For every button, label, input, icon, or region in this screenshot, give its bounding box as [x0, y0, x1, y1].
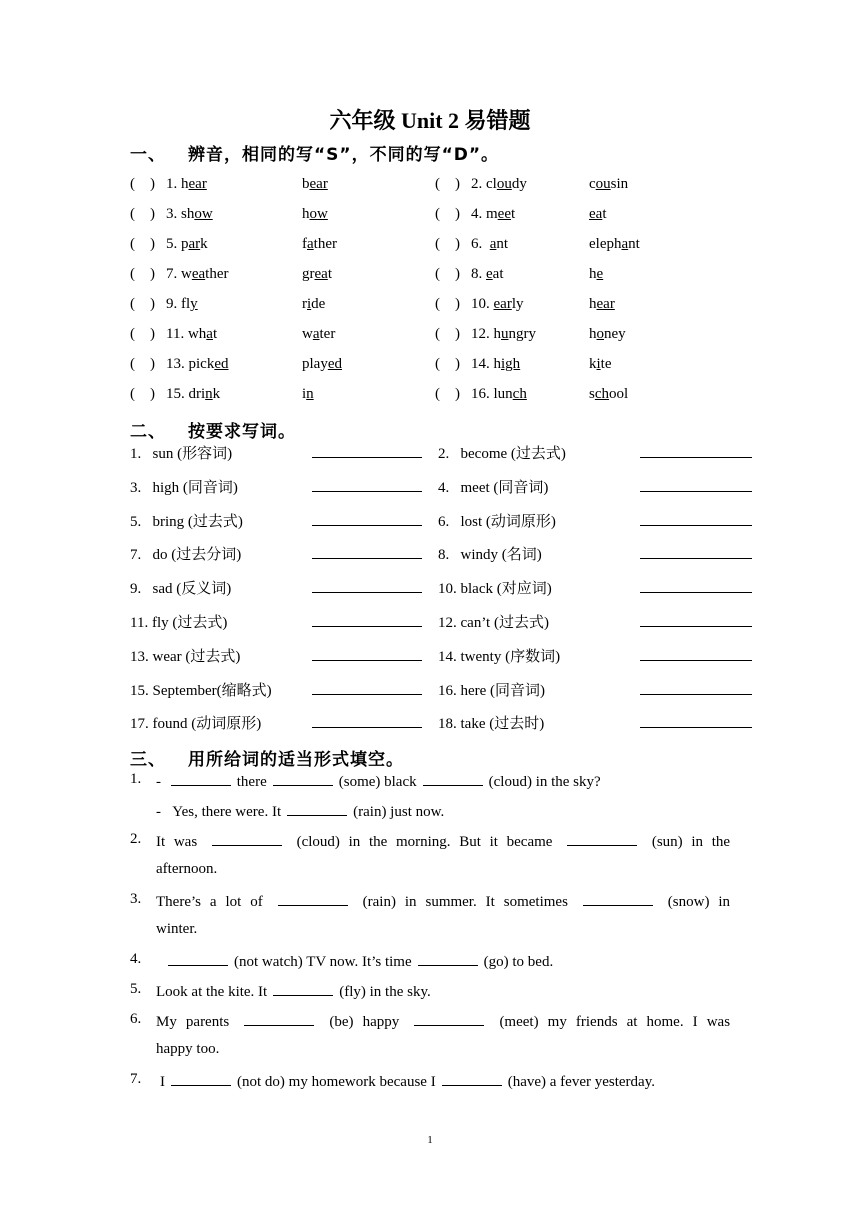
word-prompt-right: 14. twenty (序数词) [438, 648, 561, 665]
answer-blank[interactable] [640, 694, 752, 695]
answer-blank[interactable] [171, 1071, 231, 1086]
word-forms-list [130, 442, 755, 746]
word-prompt-left: 13. wear (过去式) [130, 648, 241, 665]
text: (meet) my friends at home. I was [499, 1014, 731, 1030]
question-3 [130, 891, 730, 921]
word-prompt-right: 8. windy (名词) [438, 547, 542, 564]
text: (fly) in the sky. [339, 984, 431, 1000]
text: happy too. [156, 1041, 220, 1057]
answer-blank[interactable] [278, 891, 348, 906]
phonics-item-right: 8. eat [471, 266, 504, 282]
word-prompt-right: 2. become (过去式) [438, 446, 566, 462]
phonics-row [130, 356, 750, 386]
question-number: 3. [130, 891, 142, 907]
phonics-item-left: 5. park [166, 236, 208, 252]
page-title: 六年级 Unit 2 易错题 [329, 108, 531, 133]
phonics-row [130, 206, 750, 236]
answer-blank[interactable] [212, 831, 282, 846]
answer-paren[interactable]: ( ) [130, 386, 155, 402]
section-1-heading [130, 140, 499, 165]
answer-paren[interactable]: ( ) [130, 266, 155, 282]
answer-blank[interactable] [312, 694, 422, 695]
question-number: 2. [130, 831, 142, 847]
phonics-item-left: 3. show [166, 206, 213, 222]
text: (go) to bed. [483, 954, 554, 970]
answer-paren[interactable]: ( ) [435, 206, 460, 222]
answer-blank[interactable] [418, 951, 478, 966]
phonics-compare-left: water [302, 326, 336, 342]
text: winter. [156, 921, 198, 937]
phonics-compare-left: in [302, 386, 314, 402]
phonics-compare-right: honey [589, 326, 626, 342]
word-form-row [130, 510, 755, 544]
answer-blank[interactable] [287, 801, 347, 816]
question-number: 4. [130, 951, 142, 967]
question-2-cont [130, 861, 730, 891]
phonics-item-right: 16. lunch [471, 386, 527, 402]
word-prompt-left: 9. sad (反义词) [130, 581, 232, 598]
phonics-row [130, 296, 750, 326]
answer-blank[interactable] [567, 831, 637, 846]
word-form-row [130, 679, 755, 713]
answer-paren[interactable]: ( ) [435, 236, 460, 252]
phonics-item-left: 13. picked [166, 356, 229, 372]
answer-paren[interactable]: ( ) [435, 296, 460, 312]
question-3-cont [130, 921, 730, 951]
question-2 [130, 831, 730, 861]
answer-blank[interactable] [583, 891, 653, 906]
answer-blank[interactable] [640, 660, 752, 661]
phonics-compare-right: school [589, 386, 629, 402]
answer-paren[interactable]: ( ) [130, 296, 155, 312]
word-prompt-left: 11. fly (过去式) [130, 614, 228, 631]
phonics-compare-right: he [589, 266, 604, 282]
answer-paren[interactable]: ( ) [130, 236, 155, 252]
section-3-heading [130, 745, 404, 770]
phonics-compare-left: ride [302, 296, 326, 312]
answer-paren[interactable]: ( ) [435, 326, 460, 342]
answer-blank[interactable] [312, 727, 422, 728]
word-prompt-right: 4. meet (同音词) [438, 479, 549, 496]
text: there [236, 774, 267, 790]
text: (be) happy [329, 1014, 400, 1030]
answer-paren[interactable]: ( ) [435, 176, 460, 192]
section-title: 用所给词的适当形式填空。 [188, 750, 404, 770]
phonics-row [130, 176, 750, 206]
phonics-compare-left: how [302, 206, 328, 222]
answer-blank[interactable] [312, 457, 422, 458]
question-1-reply [130, 801, 730, 831]
word-prompt-left: 15. September(缩略式) [130, 682, 272, 699]
answer-blank[interactable] [312, 491, 422, 492]
phonics-item-right: 6. ant [471, 236, 509, 252]
answer-paren[interactable]: ( ) [130, 176, 155, 192]
word-prompt-left: 17. found (动词原形) [130, 716, 262, 733]
text: - [156, 804, 161, 820]
text: - [156, 774, 161, 790]
answer-paren[interactable]: ( ) [130, 356, 155, 372]
answer-blank[interactable] [640, 626, 752, 627]
phonics-item-left: 7. weather [166, 266, 229, 282]
phonics-item-left: 11. what [166, 326, 218, 342]
answer-paren[interactable]: ( ) [435, 386, 460, 402]
answer-blank[interactable] [312, 592, 422, 593]
text: (snow) in [667, 894, 731, 910]
word-prompt-left: 5. bring (过去式) [130, 513, 243, 530]
phonics-compare-left: father [302, 236, 337, 252]
answer-blank[interactable] [244, 1011, 314, 1026]
text: My parents [156, 1014, 230, 1030]
text: It was [156, 834, 198, 850]
phonics-item-left: 9. fly [166, 296, 198, 312]
answer-blank[interactable] [273, 771, 333, 786]
section-2-heading [130, 417, 296, 442]
answer-paren[interactable]: ( ) [435, 266, 460, 282]
text: (cloud) in the sky? [488, 774, 601, 790]
phonics-compare-right: hear [589, 296, 615, 312]
question-number: 1. [130, 771, 142, 787]
phonics-item-right: 2. cloudy [471, 176, 527, 192]
text: (cloud) in the morning. But it became [296, 834, 553, 850]
text: Look at the kite. It [156, 984, 268, 1000]
word-form-row [130, 442, 755, 476]
word-prompt-right: 16. here (同音词) [438, 682, 546, 699]
answer-blank[interactable] [312, 558, 422, 559]
answer-blank[interactable] [423, 771, 483, 786]
text: (rain) just now. [353, 804, 445, 820]
phonics-item-left: 15. drink [166, 386, 221, 402]
phonics-compare-right: eat [589, 206, 607, 222]
word-prompt-right: 6. lost (动词原形) [438, 513, 556, 530]
answer-blank[interactable] [168, 951, 228, 966]
question-7 [130, 1071, 730, 1101]
question-number: 7. [130, 1071, 142, 1087]
phonics-compare-right: cousin [589, 176, 629, 192]
word-form-row [130, 476, 755, 510]
question-5 [130, 981, 730, 1011]
phonics-row [130, 326, 750, 356]
word-form-row [130, 712, 755, 746]
word-prompt-right: 18. take (过去时) [438, 716, 545, 733]
answer-blank[interactable] [312, 626, 422, 627]
phonics-row [130, 386, 750, 416]
phonics-compare-right: elephant [589, 236, 640, 252]
text: afternoon. [156, 861, 218, 877]
section-title: 辨音，相同的写“S”，不同的写“D”。 [188, 145, 500, 165]
answer-blank[interactable] [312, 660, 422, 661]
answer-blank[interactable] [442, 1071, 502, 1086]
answer-blank[interactable] [312, 525, 422, 526]
phonics-item-right: 12. hungry [471, 326, 536, 342]
phonics-list [130, 176, 750, 416]
word-form-row [130, 645, 755, 679]
text: I [160, 1074, 165, 1090]
word-prompt-left: 3. high (同音词) [130, 479, 238, 496]
word-form-row [130, 543, 755, 577]
word-prompt-left: 7. do (过去分词) [130, 547, 242, 564]
word-form-row [130, 577, 755, 611]
text: There’s a lot of [156, 894, 263, 910]
section-number: 一、 [130, 145, 166, 165]
word-prompt-right: 12. can’t (过去式) [438, 614, 549, 631]
phonics-item-left: 1. hear [166, 176, 207, 192]
phonics-item-right: 4. meet [471, 206, 516, 222]
page-number: 1 [427, 1134, 433, 1146]
question-number: 6. [130, 1011, 142, 1027]
answer-paren[interactable]: ( ) [130, 326, 155, 342]
word-prompt-right: 10. black (对应词) [438, 581, 552, 598]
answer-blank[interactable] [414, 1011, 484, 1026]
section-number: 三、 [130, 750, 166, 770]
answer-blank[interactable] [171, 771, 231, 786]
answer-blank[interactable] [640, 457, 752, 458]
answer-blank[interactable] [640, 491, 752, 492]
phonics-compare-left: great [302, 266, 332, 282]
phonics-compare-left: played [302, 356, 342, 372]
word-prompt-left: 1. sun (形容词) [130, 446, 233, 462]
text: (some) black [338, 774, 417, 790]
phonics-row [130, 236, 750, 266]
section-number: 二、 [130, 422, 166, 442]
question-6-cont [130, 1041, 730, 1071]
answer-blank[interactable] [640, 592, 752, 593]
answer-blank[interactable] [273, 981, 333, 996]
answer-blank[interactable] [640, 727, 752, 728]
text: (not watch) TV now. It’s time [234, 954, 412, 970]
question-4 [130, 951, 730, 981]
answer-paren[interactable]: ( ) [435, 356, 460, 372]
text: (sun) in the [651, 834, 731, 850]
phonics-row [130, 266, 750, 296]
word-form-row [130, 611, 755, 645]
phonics-item-right: 10. early [471, 296, 524, 312]
text: Yes, there were. It [172, 804, 282, 820]
answer-blank[interactable] [640, 558, 752, 559]
text: (have) a fever yesterday. [507, 1074, 655, 1090]
question-6 [130, 1011, 730, 1041]
phonics-compare-left: bear [302, 176, 328, 192]
question-number: 5. [130, 981, 142, 997]
phonics-item-right: 14. high [471, 356, 521, 372]
section-title: 按要求写词。 [188, 422, 296, 442]
answer-paren[interactable]: ( ) [130, 206, 155, 222]
fill-in-list [130, 771, 730, 1101]
phonics-compare-right: kite [589, 356, 612, 372]
answer-blank[interactable] [640, 525, 752, 526]
question-1 [130, 771, 730, 801]
text: (rain) in summer. It sometimes [362, 894, 568, 910]
text: (not do) my homework because I [237, 1074, 436, 1090]
